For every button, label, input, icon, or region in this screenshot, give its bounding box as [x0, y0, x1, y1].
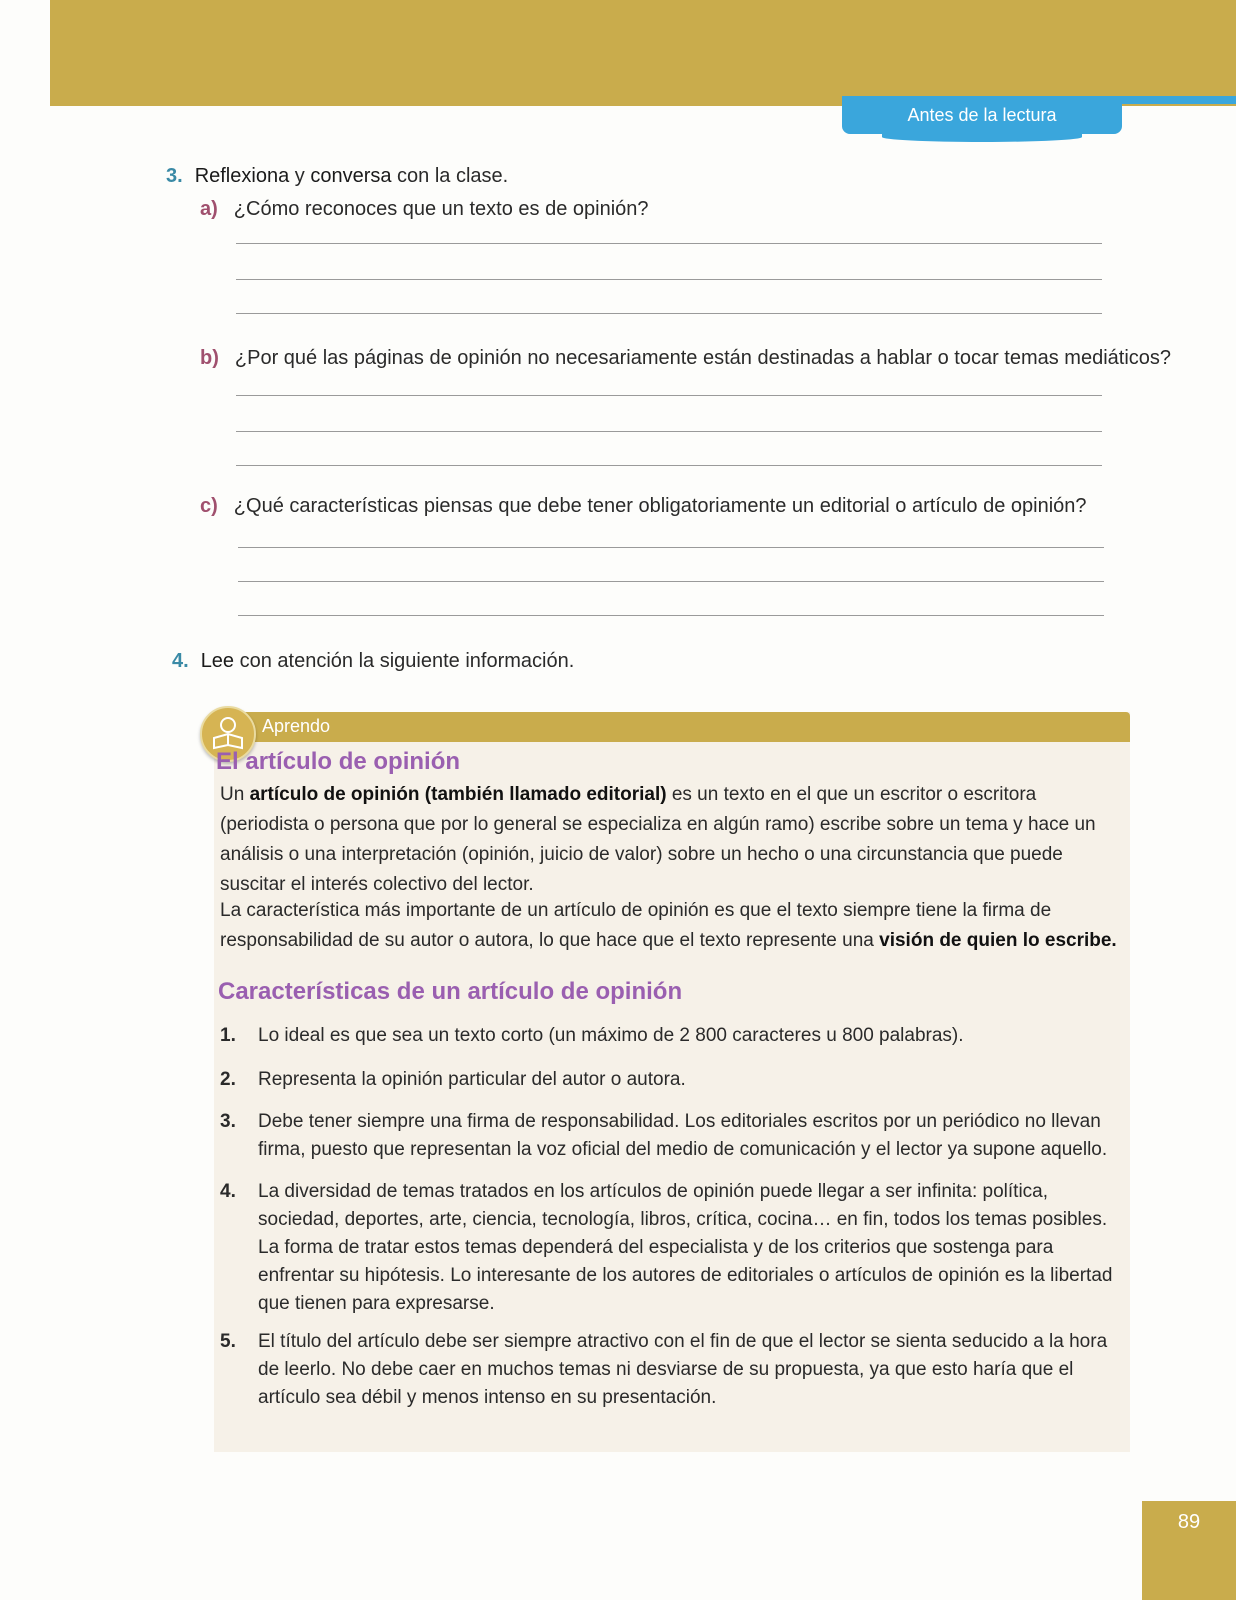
answer-line[interactable] [238, 581, 1104, 582]
activity-text: y [289, 165, 311, 187]
answer-line[interactable] [238, 615, 1104, 616]
question-a [200, 198, 649, 221]
question-letter: a) [200, 198, 218, 220]
list-item-text: La diversidad de temas tratados en los artículos de opinión puede llegar a ser infinita: política, sociedad, deportes, arte, ciencia, tecnología, libros, crítica, cocina… en fin, todos los temas posibles. La forma de tratar estos temas dependerá del especialista y de los criterios que sostenga para enfrentar su hipótesis. Lo interesante de los autores de editoriales o artículos de opinión es la libertad que tienen para expresarse. [258, 1181, 1113, 1314]
activity-text: con atención la siguiente información. [234, 650, 575, 672]
activity-text: con la clase. [391, 165, 509, 187]
list-item-text: Debe tener siempre una firma de responsabilidad. Los editoriales escritos por un periódico no llevan firma, puesto que representan la voz oficial del medio de comunicación y el lector ya supone aquello. [258, 1111, 1108, 1160]
answer-line[interactable] [236, 243, 1102, 244]
paragraph-definition [220, 780, 1120, 900]
answer-line[interactable] [236, 313, 1102, 314]
page-number: 89 [1142, 1501, 1236, 1600]
list-item-number: 3. [220, 1111, 236, 1132]
paragraph-bold-text: visión de quien lo escribe. [879, 930, 1117, 951]
activity-verb: conversa [310, 165, 392, 187]
question-c [200, 495, 1087, 518]
list-item-text: El título del artículo debe ser siempre atractivo con el fin de que el lector se sienta seducido a la hora de leerlo. No debe caer en muchos temas ni desviarse de su propuesta, ya que esto haría que el artículo sea débil y menos intenso en su presentación. [258, 1331, 1108, 1408]
list-item-text: Representa la opinión particular del autor o autora. [258, 1069, 686, 1090]
activity-number: 3. [166, 165, 183, 187]
answer-line[interactable] [236, 431, 1102, 432]
question-letter: b) [200, 347, 219, 369]
list-item [220, 1108, 1120, 1164]
list-item-number: 4. [220, 1181, 236, 1202]
activity-verb: Reflexiona [194, 165, 290, 187]
paragraph-text: es un texto en el que un escritor o escritora (periodista o persona que por lo general se especializa en algún ramo) escribe sobre un tema y hace un análisis o una interpretación (opinión, juicio de valor) sobre un hecho o una circunstancia que puede suscitar el interés colectivo del lector. [220, 784, 1096, 895]
list-item-number: 1. [220, 1025, 236, 1046]
answer-line[interactable] [236, 395, 1102, 396]
section-title: El artículo de opinión [216, 748, 461, 775]
question-text: ¿Qué características piensas que debe tener obligatoriamente un editorial o artículo de opinión? [233, 495, 1087, 517]
paragraph-bold-text: artículo de opinión (también llamado editorial) [249, 784, 667, 805]
answer-line[interactable] [236, 465, 1102, 466]
activity-4-instruction [172, 650, 574, 673]
question-b [200, 347, 1171, 370]
activity-3-instruction [166, 165, 508, 188]
list-item-text: Lo ideal es que sea un texto corto (un máximo de 2 800 caracteres u 800 palabras). [258, 1025, 964, 1046]
header-band [50, 0, 1236, 106]
activity-number: 4. [172, 650, 189, 672]
list-item [220, 1178, 1120, 1318]
list-item-number: 5. [220, 1331, 236, 1352]
question-text: ¿Cómo reconoces que un texto es de opinión? [233, 198, 649, 220]
paragraph-text: Un [220, 784, 250, 805]
list-item [220, 1328, 1120, 1412]
list-item [220, 1022, 1120, 1050]
paragraph-signature [220, 896, 1120, 956]
section-tab: Antes de la lectura [842, 96, 1122, 134]
answer-line[interactable] [236, 279, 1102, 280]
header-accent-bar [1120, 96, 1236, 104]
answer-line[interactable] [238, 547, 1104, 548]
question-text: ¿Por qué las páginas de opinión no necesariamente están destinadas a hablar o tocar temas mediáticos? [234, 347, 1172, 369]
section-subtitle: Características de un artículo de opinión [218, 978, 683, 1005]
aprendo-header-bar [214, 712, 1130, 742]
question-letter: c) [200, 495, 218, 517]
paragraph-text: La característica más importante de un artículo de opinión es que el texto siempre tiene la firma de responsabilidad de su autor o autora, lo que hace que el texto represente una [220, 900, 1052, 951]
activity-verb: Lee [200, 650, 235, 672]
list-item [220, 1066, 1120, 1094]
aprendo-label: Aprendo [262, 716, 331, 736]
list-item-number: 2. [220, 1069, 236, 1090]
